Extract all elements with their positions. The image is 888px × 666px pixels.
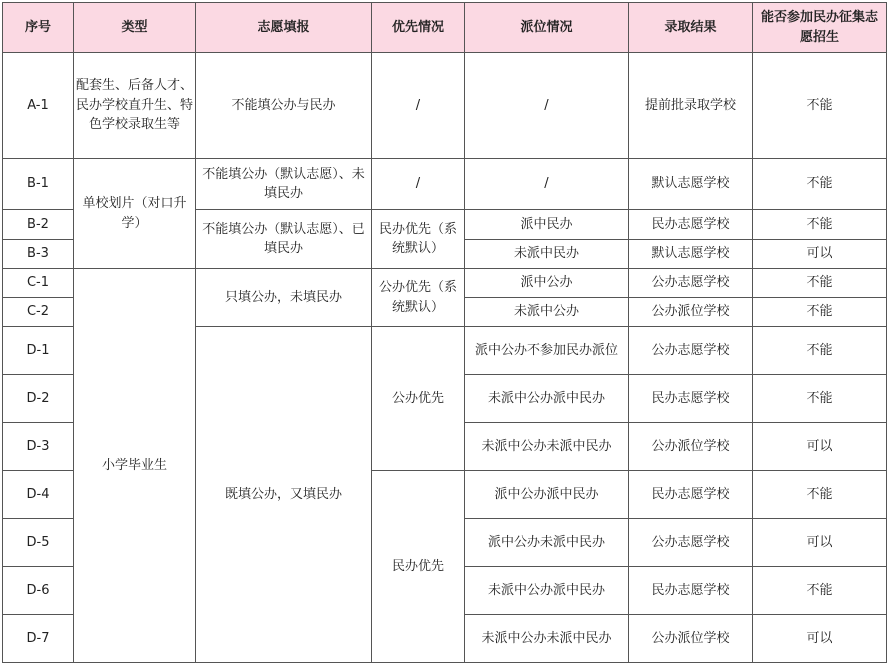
row-id: D-2: [3, 375, 74, 423]
row-id: D-6: [3, 567, 74, 615]
priority-cell: /: [372, 159, 465, 210]
row-id: C-1: [3, 269, 74, 298]
choice-cell: 只填公办，未填民办: [196, 269, 372, 327]
lottery-cell: /: [465, 159, 629, 210]
eligible-cell: 不能: [753, 210, 887, 240]
eligible-cell: 不能: [753, 327, 887, 375]
lottery-cell: 未派中公办派中民办: [465, 375, 629, 423]
eligible-cell: 不能: [753, 159, 887, 210]
lottery-cell: 未派中民办: [465, 240, 629, 269]
result-cell: 公办派位学校: [629, 298, 753, 327]
table-row: [3, 269, 887, 298]
result-cell: 民办志愿学校: [629, 471, 753, 519]
header-lottery: 派位情况: [465, 3, 629, 53]
priority-cell: 民办优先（系统默认）: [372, 210, 465, 269]
row-id: B-2: [3, 210, 74, 240]
result-cell: 公办志愿学校: [629, 519, 753, 567]
lottery-cell: /: [465, 53, 629, 159]
result-cell: 公办志愿学校: [629, 269, 753, 298]
choice-cell: 不能填公办（默认志愿）、已填民办: [196, 210, 372, 269]
header-type: 类型: [74, 3, 196, 53]
row-id: A-1: [3, 53, 74, 159]
row-id: C-2: [3, 298, 74, 327]
row-id: D-5: [3, 519, 74, 567]
lottery-cell: 未派中公办未派中民办: [465, 615, 629, 663]
row-id: D-3: [3, 423, 74, 471]
priority-cell: 民办优先: [372, 471, 465, 663]
eligible-cell: 不能: [753, 471, 887, 519]
eligible-cell: 可以: [753, 240, 887, 269]
choice-cell: 既填公办，又填民办: [196, 327, 372, 663]
result-cell: 公办志愿学校: [629, 327, 753, 375]
header-result: 录取结果: [629, 3, 753, 53]
header-id: 序号: [3, 3, 74, 53]
eligible-cell: 不能: [753, 53, 887, 159]
row-id: D-1: [3, 327, 74, 375]
lottery-cell: 未派中公办未派中民办: [465, 423, 629, 471]
lottery-cell: 派中公办: [465, 269, 629, 298]
lottery-cell: 未派中公办: [465, 298, 629, 327]
header-priority: 优先情况: [372, 3, 465, 53]
row-id: D-7: [3, 615, 74, 663]
result-cell: 公办派位学校: [629, 615, 753, 663]
lottery-cell: 派中公办派中民办: [465, 471, 629, 519]
priority-cell: /: [372, 53, 465, 159]
priority-cell: 公办优先（系统默认）: [372, 269, 465, 327]
lottery-cell: 派中公办未派中民办: [465, 519, 629, 567]
row-id: D-4: [3, 471, 74, 519]
header-eligible: 能否参加民办征集志愿招生: [753, 3, 887, 53]
result-cell: 民办志愿学校: [629, 567, 753, 615]
priority-cell: 公办优先: [372, 327, 465, 471]
type-cell: 单校划片（对口升学）: [74, 159, 196, 269]
lottery-cell: 派中民办: [465, 210, 629, 240]
eligible-cell: 不能: [753, 375, 887, 423]
row-id: B-3: [3, 240, 74, 269]
choice-cell: 不能填公办与民办: [196, 53, 372, 159]
eligible-cell: 可以: [753, 519, 887, 567]
eligible-cell: 可以: [753, 423, 887, 471]
header-row: [3, 3, 887, 53]
eligible-cell: 不能: [753, 567, 887, 615]
lottery-cell: 未派中公办派中民办: [465, 567, 629, 615]
result-cell: 民办志愿学校: [629, 375, 753, 423]
result-cell: 提前批录取学校: [629, 53, 753, 159]
choice-cell: 不能填公办（默认志愿）、未填民办: [196, 159, 372, 210]
type-cell: 小学毕业生: [74, 269, 196, 663]
eligible-cell: 不能: [753, 269, 887, 298]
row-id: B-1: [3, 159, 74, 210]
eligible-cell: 可以: [753, 615, 887, 663]
type-cell: 配套生、后备人才、民办学校直升生、特色学校录取生等: [74, 53, 196, 159]
result-cell: 默认志愿学校: [629, 240, 753, 269]
result-cell: 民办志愿学校: [629, 210, 753, 240]
admission-table: [2, 2, 887, 663]
result-cell: 公办派位学校: [629, 423, 753, 471]
table-row: [3, 53, 887, 159]
eligible-cell: 不能: [753, 298, 887, 327]
table-row: [3, 159, 887, 210]
lottery-cell: 派中公办不参加民办派位: [465, 327, 629, 375]
result-cell: 默认志愿学校: [629, 159, 753, 210]
header-choice: 志愿填报: [196, 3, 372, 53]
